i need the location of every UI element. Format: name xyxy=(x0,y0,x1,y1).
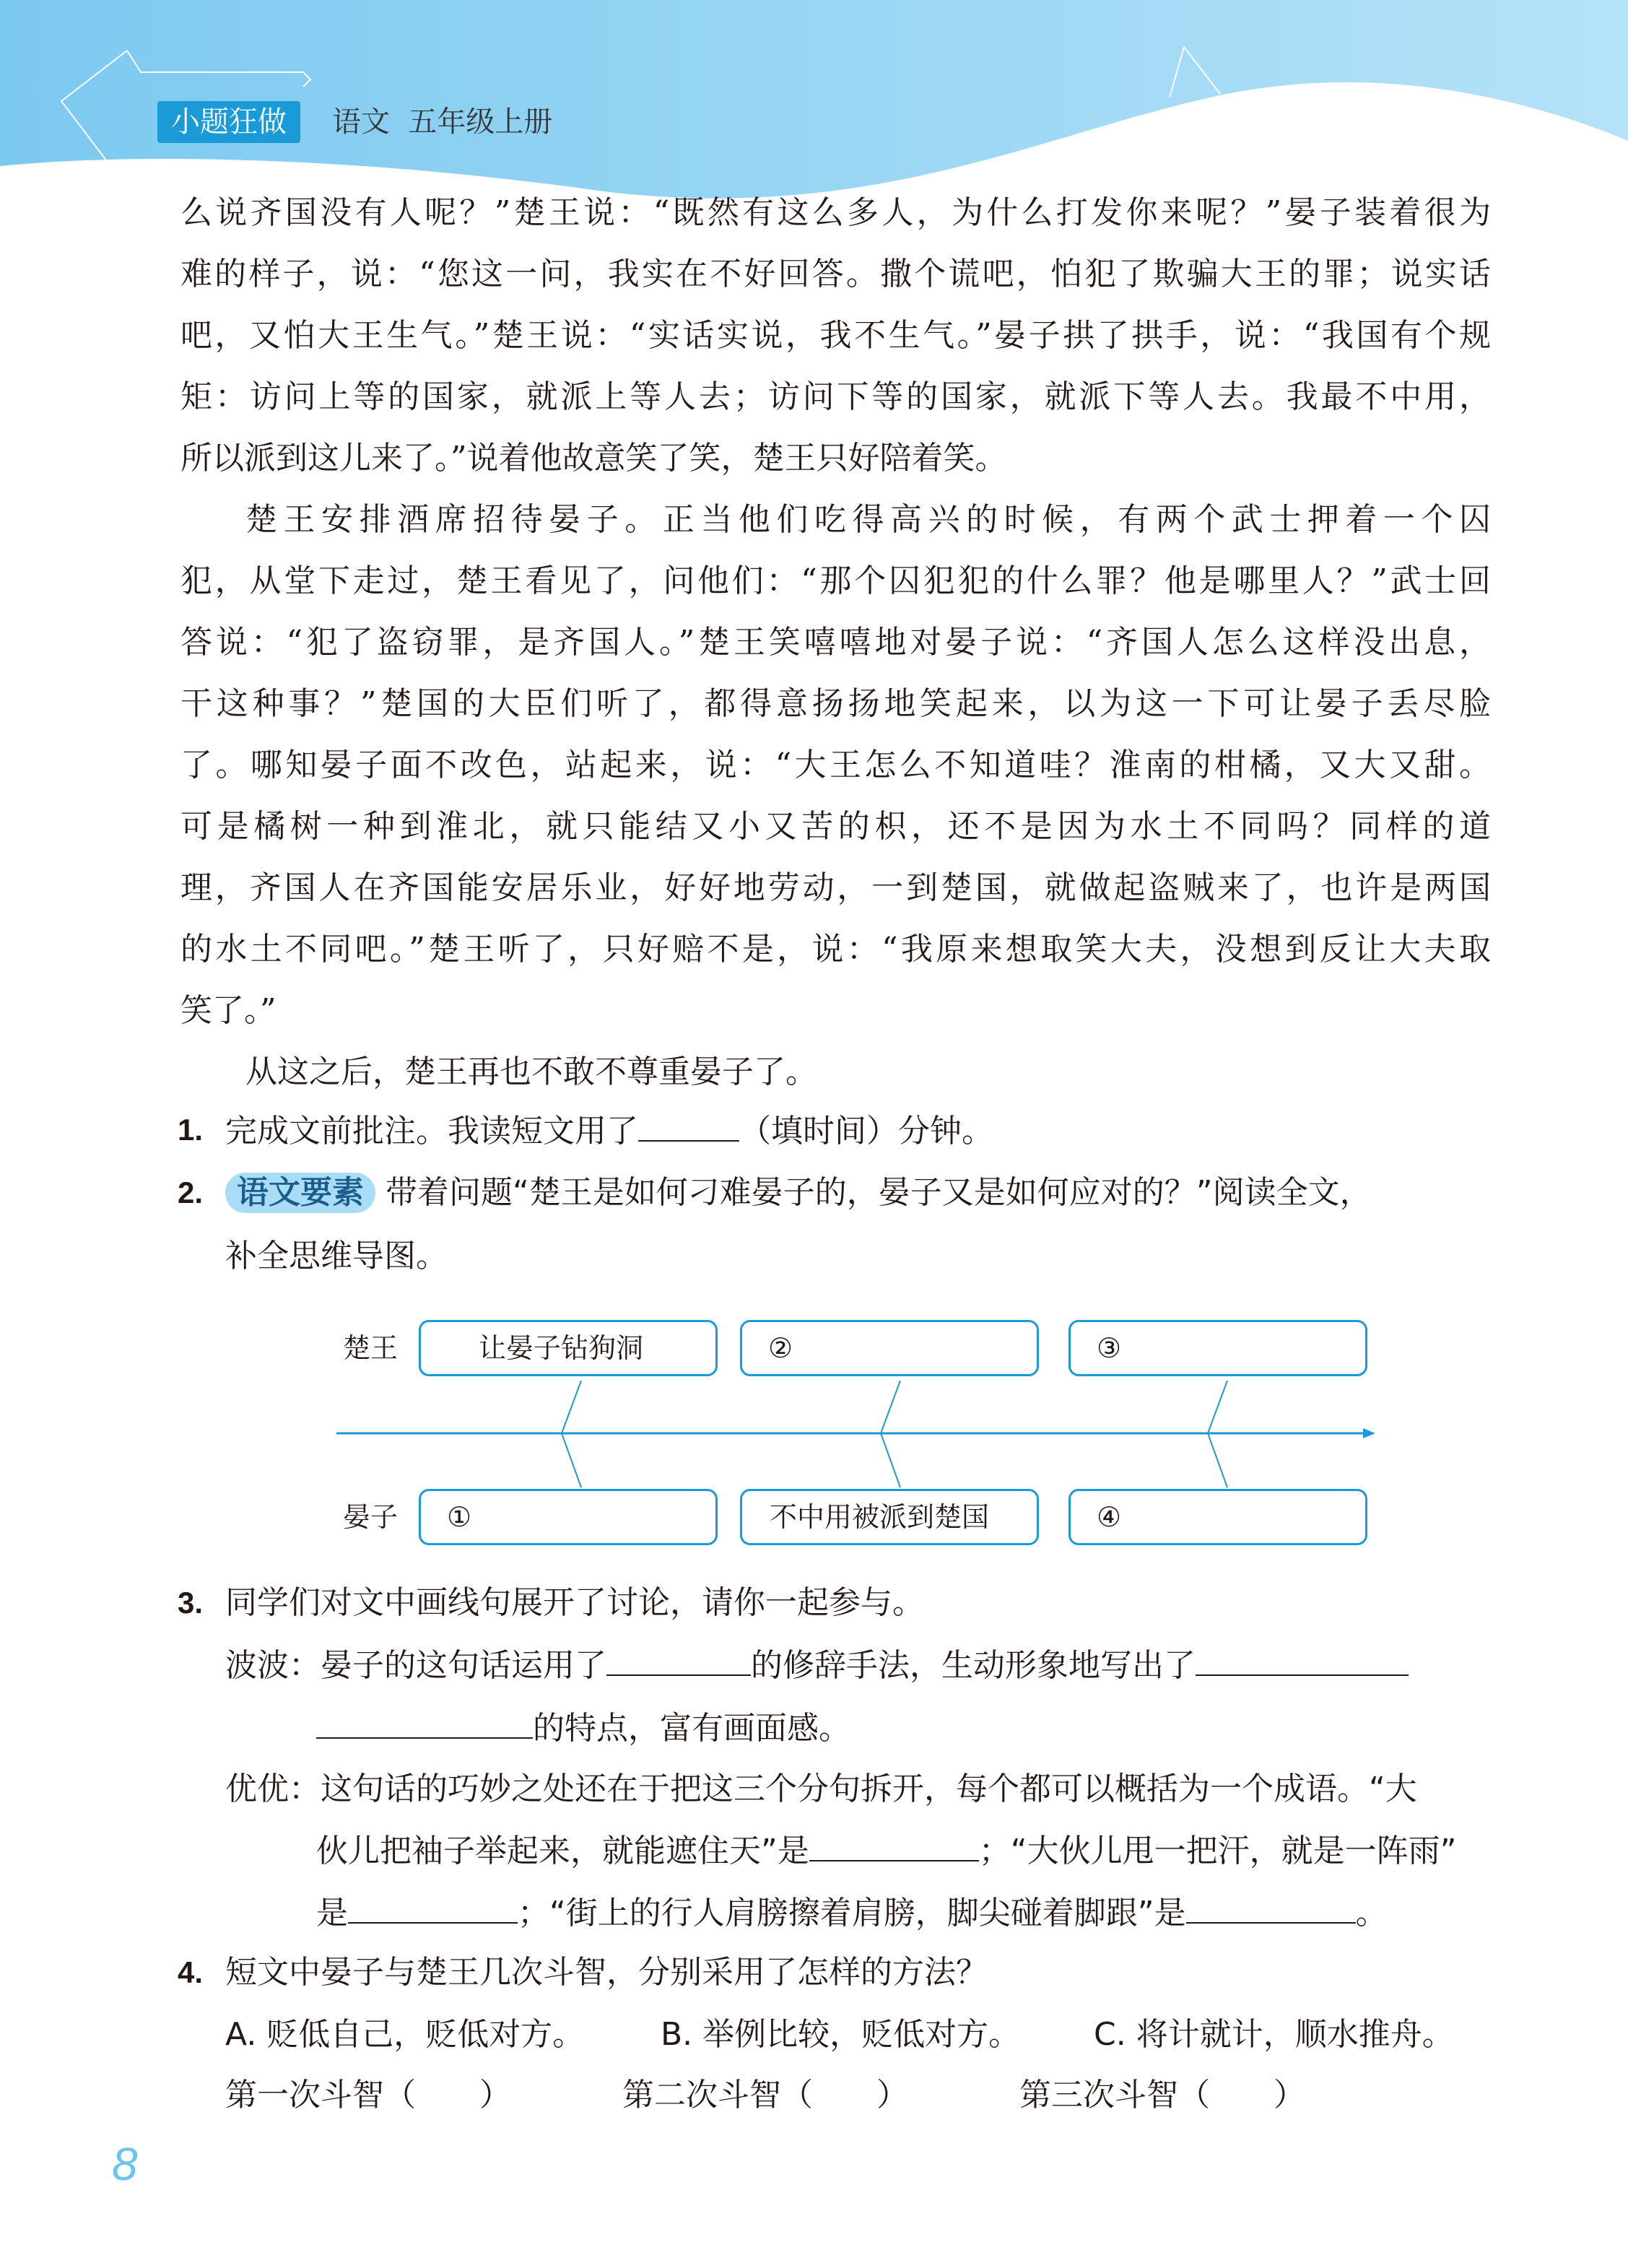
q3-intro: 同学们对文中画线句展开了讨论，请你一起参与。 xyxy=(225,1584,924,1621)
diagram-box-top-2[interactable]: ② xyxy=(740,1320,1039,1376)
diagram-box-bottom-3[interactable]: ④ xyxy=(1068,1489,1367,1545)
passage-line: 从这之后，楚王再也不敢不尊重晏子了。 xyxy=(245,1053,817,1090)
book-subtitle: 语文 五年级上册 xyxy=(332,105,553,139)
passage-line: 理，齐国人在齐国能安居乐业，好好地劳动，一到楚国，就做起盗贼来了，也许是两国 xyxy=(180,869,1491,906)
page-number: 8 xyxy=(112,2138,138,2190)
q3-text: 的特点，富有画面感。 xyxy=(533,1710,850,1747)
q2-text: 带着问题“楚王是如何刁难晏子的，晏子又是如何应对的？”阅读全文， xyxy=(386,1174,1372,1211)
answer-blank[interactable] xyxy=(1186,1890,1356,1924)
q4-option-c: C. 将计就计，顺水推舟。 xyxy=(1094,2016,1454,2053)
passage-line: 笑了。” xyxy=(180,992,277,1029)
question-3-number: 3. xyxy=(178,1586,204,1620)
q4-option-a: A. 贬低自己，贬低对方。 xyxy=(225,2016,585,2053)
q4-option-b: B. 举例比较，贬低对方。 xyxy=(661,2016,1021,2053)
answer-blank[interactable] xyxy=(1196,1643,1409,1676)
q3-text: 波波：晏子的这句话运用了 xyxy=(225,1647,606,1684)
passage-line: 么说齐国没有人呢？”楚王说：“既然有这么多人，为什么打发你来呢？”晏子装着很为 xyxy=(180,194,1491,231)
q3-text: 伙儿把袖子举起来，就能遮住天”是 xyxy=(316,1833,809,1869)
passage-line: 的水土不同吧。”楚王听了，只好赔不是，说：“我原来想取笑大夫，没想到反让大夫取 xyxy=(180,931,1491,968)
question-2-number: 2. xyxy=(178,1176,204,1209)
answer-blank[interactable] xyxy=(809,1828,979,1861)
q4-round-1[interactable]: 第一次斗智（ ） xyxy=(225,2077,511,2113)
diagram-box-bottom-2: 不中用被派到楚国 xyxy=(740,1489,1039,1545)
answer-blank[interactable] xyxy=(606,1643,751,1676)
question-1-number: 1. xyxy=(178,1113,204,1147)
passage-line: 楚王安排酒席招待晏子。正当他们吃得高兴的时候，有两个武士押着一个囚 xyxy=(245,501,1491,538)
diagram-box-bottom-1[interactable]: ① xyxy=(419,1489,718,1545)
q4-round-3[interactable]: 第三次斗智（ ） xyxy=(1019,2077,1305,2113)
q4-round-2[interactable]: 第二次斗智（ ） xyxy=(622,2077,908,2113)
q3-text: 的修辞手法，生动形象地写出了 xyxy=(751,1647,1196,1684)
q2-text: 补全思维导图。 xyxy=(225,1238,448,1274)
q3-text: 是 xyxy=(316,1895,348,1932)
q3-youyou-cont xyxy=(316,1828,1456,1873)
q4-text: 短文中晏子与楚王几次斗智，分别采用了怎样的方法？ xyxy=(225,1954,988,1991)
q3-bobo xyxy=(225,1643,1409,1687)
arrow-head xyxy=(1363,1428,1375,1438)
passage-line: 吧，又怕大王生气。”楚王说：“实话实说，我不生气。”晏子拱了拱手，说：“我国有个规 xyxy=(180,317,1491,354)
q3-text: ；“街上的行人肩膀擦着肩膀，脚尖碰着脚跟”是 xyxy=(518,1895,1186,1932)
label-yanzi: 晏子 xyxy=(343,1501,399,1533)
passage-line: 干这种事？”楚国的大臣们听了，都得意扬扬地笑起来，以为这一下可让晏子丢尽脸 xyxy=(180,685,1491,722)
q3-youyou: 优优：这句话的巧妙之处还在于把这三个分句拆开，每个都可以概括为一个成语。“大 xyxy=(225,1770,1417,1807)
diagram-box-top-1: 让晏子钻狗洞 xyxy=(419,1320,718,1376)
question-4-number: 4. xyxy=(178,1955,204,1989)
q3-youyou-cont xyxy=(316,1890,1388,1935)
passage-line: 可是橘树一种到淮北，就只能结又小又苦的枳，还不是因为水土不同吗？同样的道 xyxy=(180,808,1491,845)
q1-text: 完成文前批注。我读短文用了 xyxy=(225,1113,638,1150)
answer-blank[interactable] xyxy=(316,1706,533,1739)
q3-text: 。 xyxy=(1355,1895,1388,1932)
q1-text: （填时间）分钟。 xyxy=(739,1113,993,1150)
passage-line: 矩：访问上等的国家，就派上等人去；访问下等的国家，就派下等人去。我最不中用， xyxy=(180,378,1491,415)
passage-line: 了。哪知晏子面不改色，站起来，说：“大王怎么不知道哇？淮南的柑橘，又大又甜。 xyxy=(180,747,1491,783)
passage-line: 所以派到这儿来了。”说着他故意笑了笑，楚王只好陪着笑。 xyxy=(180,440,1007,477)
series-tag: 小题狂做 xyxy=(157,101,300,143)
q3-bobo-cont xyxy=(316,1706,850,1750)
answer-blank[interactable] xyxy=(348,1890,518,1924)
label-chu-king: 楚王 xyxy=(343,1332,399,1364)
passage-line: 犯，从堂下走过，楚王看见了，问他们：“那个囚犯犯的什么罪？他是哪里人？”武士回 xyxy=(180,562,1491,599)
passage-line: 答说：“犯了盗窃罪，是齐国人。”楚王笑嘻嘻地对晏子说：“齐国人怎么这样没出息， xyxy=(180,624,1491,661)
passage-line: 难的样子，说：“您这一问，我实在不好回答。撒个谎吧，怕犯了欺骗大王的罪；说实话 xyxy=(180,256,1491,292)
diagram-box-top-3[interactable]: ③ xyxy=(1068,1320,1367,1376)
tag-pill: 语文要素 xyxy=(225,1173,375,1213)
q3-text: ；“大伙儿甩一把汗，就是一阵雨” xyxy=(978,1833,1457,1869)
